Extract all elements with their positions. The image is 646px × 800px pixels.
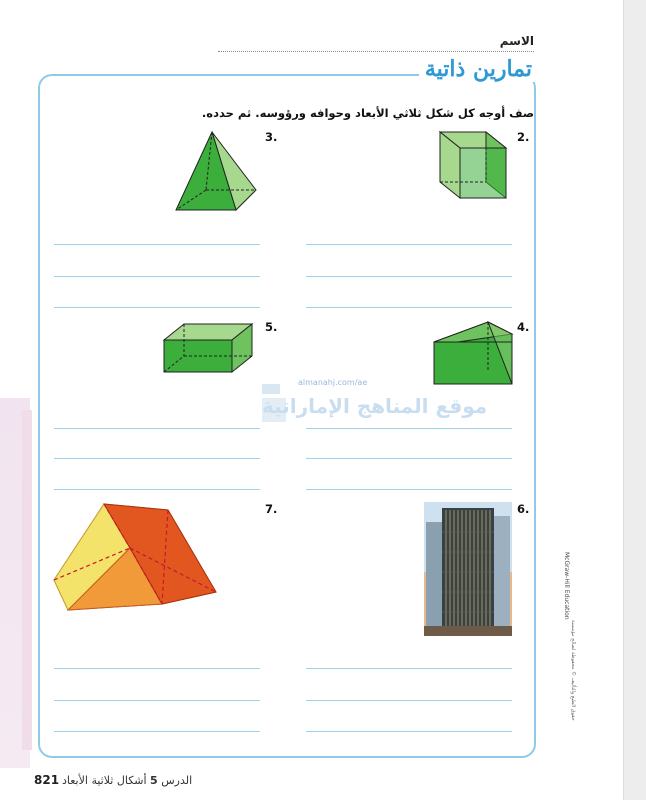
answer-line[interactable]: [306, 700, 512, 701]
watermark-url: almanahj.com/ae: [298, 378, 368, 387]
exercise-number-6: 6.: [517, 502, 530, 516]
footer-lesson-number: 5: [150, 774, 158, 787]
answer-line[interactable]: [54, 276, 260, 277]
answer-line[interactable]: [54, 428, 260, 429]
answer-line[interactable]: [306, 489, 512, 490]
cube-figure: [430, 128, 510, 200]
answer-line[interactable]: [306, 307, 512, 308]
instructions-text: صف أوجه كل شكل ثلاثي الأبعاد وحوافه ورؤوسه. ثم حدده.: [201, 106, 534, 120]
answer-line[interactable]: [54, 489, 260, 490]
rectangular-prism-figure: [160, 320, 256, 376]
exercise-number-7: 7.: [265, 502, 278, 516]
page-edge-strip: [623, 0, 646, 800]
answer-line[interactable]: [54, 307, 260, 308]
answer-line[interactable]: [54, 731, 260, 732]
answer-line[interactable]: [306, 668, 512, 669]
answer-line[interactable]: [54, 700, 260, 701]
answer-line[interactable]: [54, 458, 260, 459]
footer-lesson-prefix: الدرس: [161, 774, 193, 787]
page-number: 821: [34, 773, 60, 787]
watermark-text: موقع المناهج الإماراتية: [262, 394, 488, 418]
answer-line[interactable]: [306, 458, 512, 459]
answer-line[interactable]: [54, 668, 260, 669]
watermark-logo-icon: [262, 384, 280, 394]
tent-photo: [50, 500, 220, 612]
decorative-margin-inner: [22, 410, 32, 750]
watermark: [262, 378, 488, 434]
answer-line[interactable]: [306, 244, 512, 245]
triangular-prism-upright-figure: [172, 128, 262, 214]
answer-line[interactable]: [306, 731, 512, 732]
copyright-text: حقوق الطبع والتأليف © محفوظة لصالح مؤسسة: [570, 620, 576, 721]
exercise-number-5: 5.: [265, 320, 278, 334]
footer-lesson: [62, 774, 192, 787]
exercise-number-4: 4.: [517, 320, 530, 334]
exercise-number-3: 3.: [265, 130, 278, 144]
answer-line[interactable]: [306, 276, 512, 277]
answer-line[interactable]: [54, 244, 260, 245]
skyscraper-photo: [424, 502, 512, 636]
publisher-name: McGraw-Hill Education: [563, 552, 570, 620]
triangular-prism-figure: [432, 320, 516, 390]
section-title: تمارين ذاتية: [419, 56, 538, 82]
name-line[interactable]: [218, 51, 534, 52]
footer-lesson-title: أشكال ثلاثية الأبعاد: [62, 774, 147, 787]
name-label: الاسم: [499, 34, 534, 48]
exercise-number-2: 2.: [517, 130, 530, 144]
